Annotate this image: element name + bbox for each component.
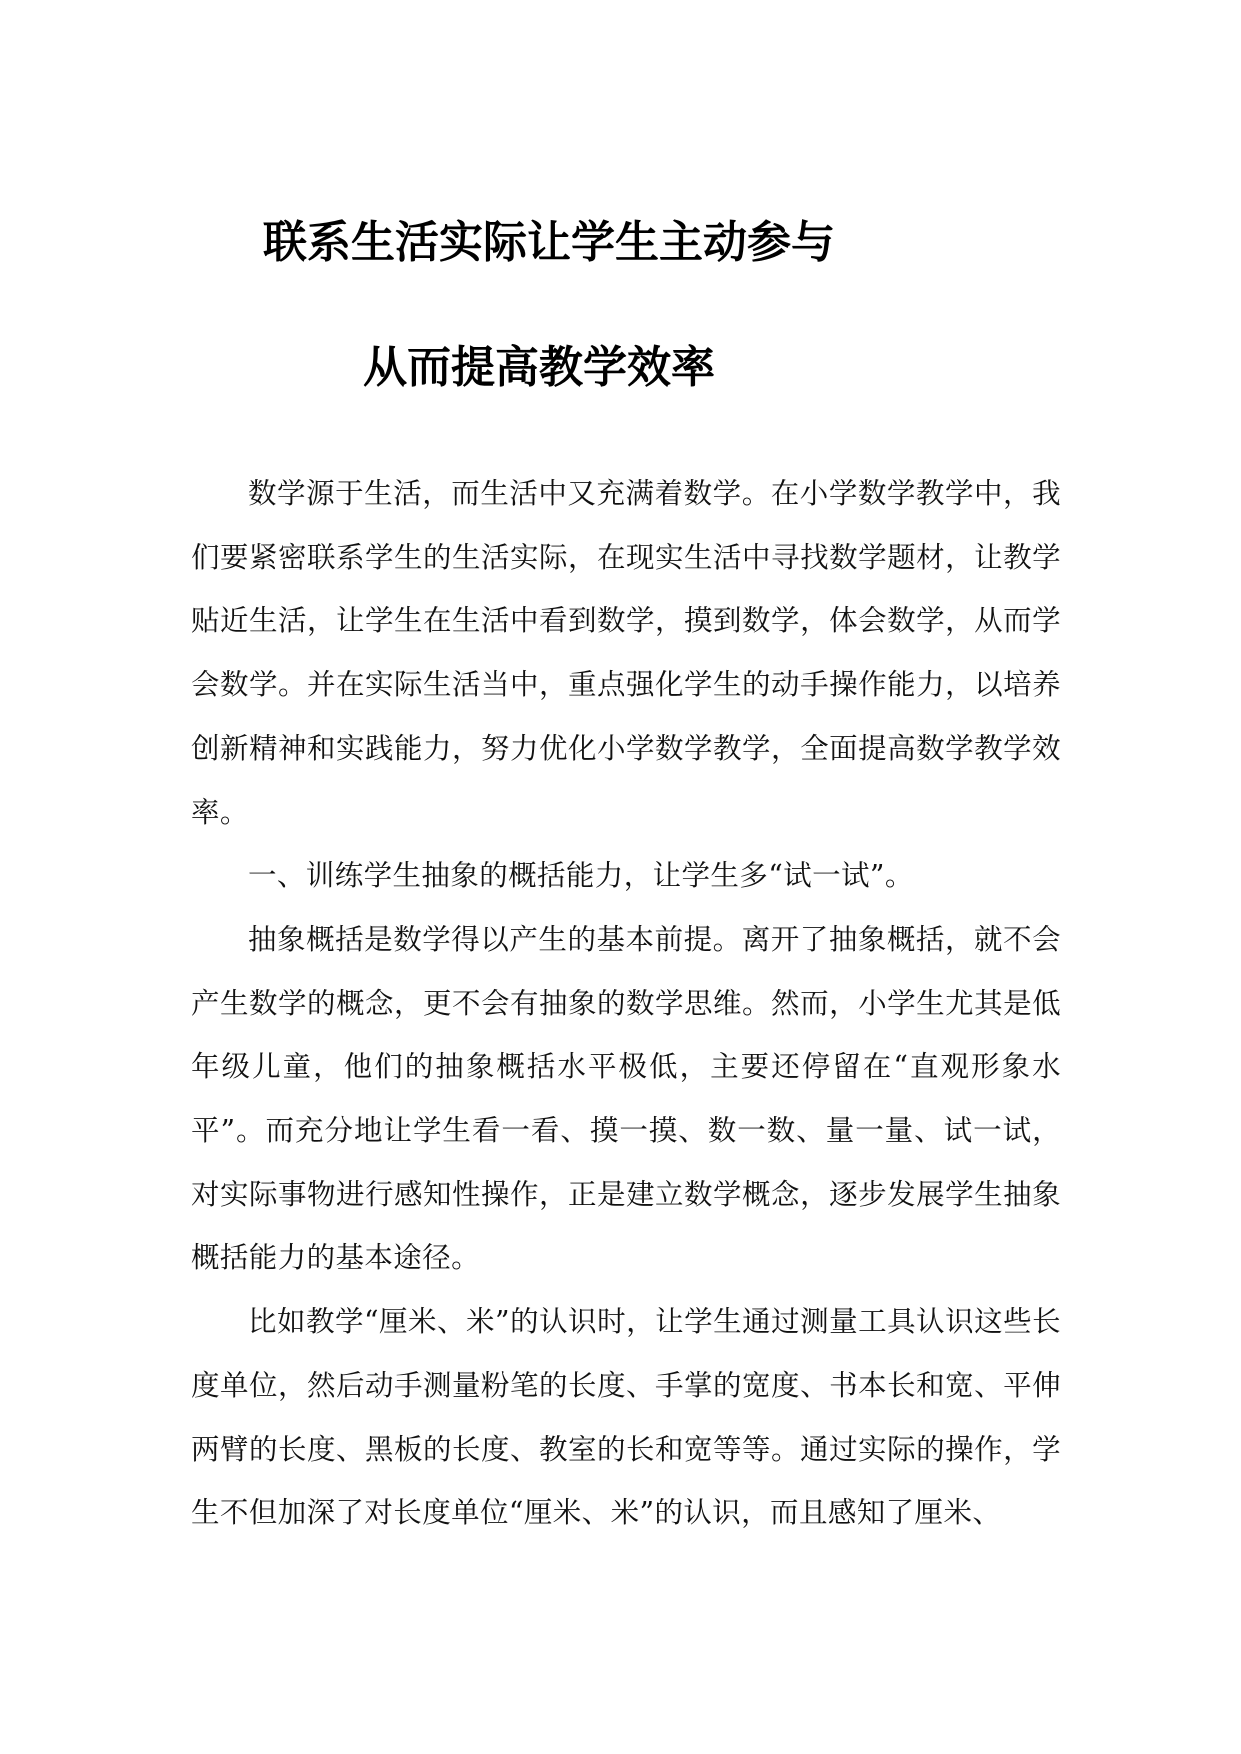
body-paragraph-abstraction: 抽象概括是数学得以产生的基本前提。离开了抽象概括，就不会产生数学的概念，更不会有抽象的数学思维。然而，小学生尤其是低年级儿童，他们的抽象概括水平极低，主要还停留在“直观形象水平”。而充分地让学生看一看、摸一摸、数一数、量一量、试一试，对实际事物进行感知性操作，正是建立数学概念，逐步发展学生抽象概括能力的基本途径。 xyxy=(191,922,1061,1275)
section-heading-1: 一、训练学生抽象的概括能力，让学生多“试一试”。 xyxy=(248,859,914,893)
document-body xyxy=(191,462,1061,1545)
body-paragraph-intro: 数学源于生活，而生活中又充满着数学。在小学数学教学中，我们要紧密联系学生的生活实际，在现实生活中寻找数学题材，让教学贴近生活，让学生在生活中看到数学，摸到数学，体会数学，从而学会数学。并在实际生活当中，重点强化学生的动手操作能力，以培养创新精神和实践能力，努力优化小学数学教学，全面提高数学教学效率。 xyxy=(191,477,1061,829)
body-paragraph-example: 比如教学“厘米、米”的认识时，让学生通过测量工具认识这些长度单位，然后动手测量粉笔的长度、手掌的宽度、书本长和宽、平伸两臂的长度、黑板的长度、教室的长和宽等等。通过实际的操作，学生不但加深了对长度单位“厘米、米”的认识，而且感知了厘米、 xyxy=(191,1305,1061,1530)
document-title-line-2: 从而提高教学效率 xyxy=(363,342,715,393)
document-title-line-1: 联系生活实际让学生主动参与 xyxy=(263,217,835,268)
